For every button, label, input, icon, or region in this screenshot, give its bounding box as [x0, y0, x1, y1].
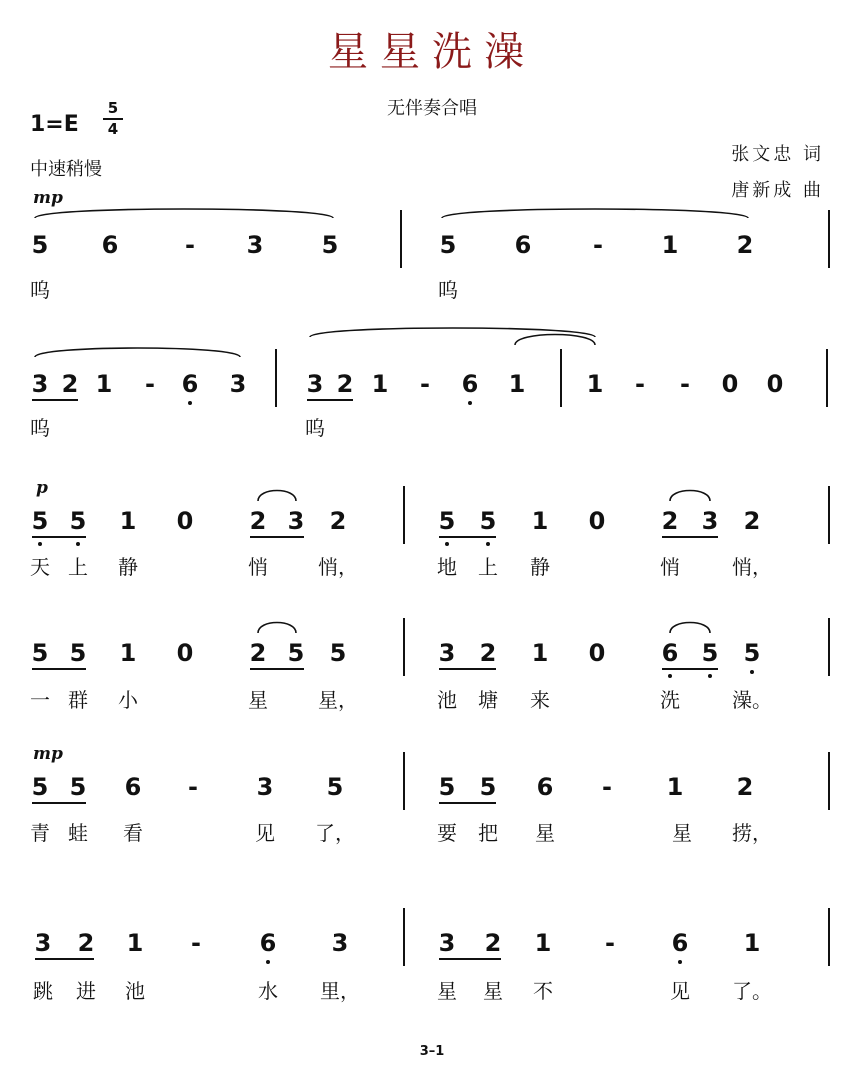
note-5-12: 2 [736, 773, 754, 801]
note-2-8: 2 [336, 370, 354, 398]
lyric-5-8: 星 [535, 821, 555, 845]
lyric-5-1: 青 [30, 821, 50, 845]
lyric-3-9: 悄 [660, 555, 680, 579]
time-signature-top: 5 [107, 99, 119, 117]
note-4-7: 5 [329, 639, 347, 667]
dynamic-mp-2: mp [33, 744, 63, 764]
note-6-11: 6 [671, 929, 689, 957]
note-5-4: - [188, 773, 198, 801]
note-6-7: 3 [438, 929, 456, 957]
lyric-6-7: 星 [483, 979, 503, 1003]
lyric-6-6: 星 [437, 979, 457, 1003]
note-4-8: 3 [438, 639, 456, 667]
note-1-3: - [185, 231, 195, 259]
lyric-6-1: 跳 [33, 979, 53, 1003]
note-2-17: 0 [766, 370, 784, 398]
note-3-3: 1 [119, 507, 137, 535]
lyric-6-2: 进 [76, 979, 96, 1003]
note-1-8: - [593, 231, 603, 259]
lyric-6-9: 见 [670, 979, 690, 1003]
note-1-2: 6 [101, 231, 119, 259]
note-5-11: 1 [666, 773, 684, 801]
lyric-4-2: 群 [68, 688, 88, 712]
lyric-5-7: 把 [478, 821, 498, 845]
note-5-7: 5 [438, 773, 456, 801]
note-4-11: 0 [588, 639, 606, 667]
note-4-14: 5 [743, 639, 761, 667]
lyric-6-8: 不 [533, 979, 553, 1003]
note-5-10: - [602, 773, 612, 801]
note-1-6: 5 [439, 231, 457, 259]
note-4-12: 6 [661, 639, 679, 667]
composer-credit: 唐新成 曲 [731, 180, 824, 201]
note-4-2: 5 [69, 639, 87, 667]
lyric-5-5: 了， [315, 821, 355, 845]
note-6-2: 2 [77, 929, 95, 957]
note-5-8: 5 [479, 773, 497, 801]
note-4-1: 5 [31, 639, 49, 667]
note-4-10: 1 [531, 639, 549, 667]
lyric-3-3: 静 [118, 555, 138, 579]
lyric-5-6: 要 [437, 821, 457, 845]
note-3-4: 0 [176, 507, 194, 535]
note-1-1: 5 [31, 231, 49, 259]
note-5-5: 3 [256, 773, 274, 801]
note-6-5: 6 [259, 929, 277, 957]
note-4-13: 5 [701, 639, 719, 667]
note-5-3: 6 [124, 773, 142, 801]
lyric-5-2: 蛙 [68, 821, 88, 845]
note-2-12: 1 [508, 370, 526, 398]
slur [258, 491, 296, 502]
lyric-4-8: 来 [530, 688, 550, 712]
tempo-marking: 中速稍慢 [30, 159, 102, 180]
note-2-1: 3 [31, 370, 49, 398]
note-2-14: - [635, 370, 645, 398]
lyric-4-7: 塘 [478, 688, 498, 712]
note-2-16: 0 [721, 370, 739, 398]
note-2-5: 6 [181, 370, 199, 398]
lyric-4-10: 澡。 [732, 688, 772, 712]
note-6-10: - [605, 929, 615, 957]
note-1-10: 2 [736, 231, 754, 259]
lyric-1-2: 呜 [438, 278, 458, 302]
note-2-9: 1 [371, 370, 389, 398]
lyric-4-3: 小 [118, 688, 138, 712]
lyric-2-2: 呜 [305, 416, 325, 440]
note-6-4: - [191, 929, 201, 957]
note-2-7: 3 [306, 370, 324, 398]
lyric-6-10: 了。 [732, 979, 772, 1003]
lyric-3-7: 上 [478, 555, 498, 579]
note-3-7: 2 [329, 507, 347, 535]
dynamic-mp-1: mp [33, 188, 63, 208]
note-6-12: 1 [743, 929, 761, 957]
note-2-6: 3 [229, 370, 247, 398]
lyric-1-1: 呜 [30, 278, 50, 302]
note-3-14: 2 [743, 507, 761, 535]
note-4-5: 2 [249, 639, 267, 667]
dynamic-p: p [36, 478, 48, 498]
note-3-8: 5 [438, 507, 456, 535]
note-4-4: 0 [176, 639, 194, 667]
lyric-3-1: 天 [30, 555, 50, 579]
note-6-1: 3 [34, 929, 52, 957]
slur [35, 348, 240, 357]
slur [258, 623, 296, 634]
slur [670, 491, 710, 502]
note-6-9: 1 [534, 929, 552, 957]
page-number: 3–1 [419, 1044, 445, 1059]
note-2-11: 6 [461, 370, 479, 398]
note-3-5: 2 [249, 507, 267, 535]
lyric-4-1: 一 [30, 688, 50, 712]
note-6-8: 2 [484, 929, 502, 957]
slur [442, 209, 748, 218]
note-4-6: 5 [287, 639, 305, 667]
lyric-6-4: 水 [258, 979, 278, 1003]
lyric-6-5: 里， [320, 979, 360, 1003]
lyric-2-1: 呜 [30, 416, 50, 440]
note-2-10: - [420, 370, 430, 398]
note-3-13: 3 [701, 507, 719, 535]
slur [35, 209, 333, 218]
lyric-4-4: 星 [248, 688, 268, 712]
note-1-5: 5 [321, 231, 339, 259]
note-3-6: 3 [287, 507, 305, 535]
time-signature-bottom: 4 [107, 120, 119, 139]
note-5-1: 5 [31, 773, 49, 801]
note-4-3: 1 [119, 639, 137, 667]
note-3-1: 5 [31, 507, 49, 535]
note-3-9: 5 [479, 507, 497, 535]
lyric-5-4: 见 [255, 821, 275, 845]
note-3-11: 0 [588, 507, 606, 535]
lyric-3-10: 悄， [732, 555, 772, 579]
lyricist-credit: 张文忠 词 [731, 144, 824, 165]
performance-note: 无伴奏合唱 [387, 98, 477, 119]
note-1-9: 1 [661, 231, 679, 259]
lyric-3-4: 悄 [248, 555, 268, 579]
note-1-4: 3 [246, 231, 264, 259]
song-title: 星星洗澡 [328, 29, 536, 75]
lyric-3-5: 悄， [318, 555, 358, 579]
note-2-15: - [680, 370, 690, 398]
lyric-5-9: 星 [672, 821, 692, 845]
lyric-4-5: 星， [318, 688, 358, 712]
note-3-2: 5 [69, 507, 87, 535]
note-2-2: 2 [61, 370, 79, 398]
lyric-5-3: 看 [123, 821, 143, 845]
note-5-6: 5 [326, 773, 344, 801]
note-5-2: 5 [69, 773, 87, 801]
lyric-3-8: 静 [530, 555, 550, 579]
note-5-9: 6 [536, 773, 554, 801]
lyric-3-6: 地 [437, 555, 457, 579]
lyric-5-10: 捞， [732, 821, 772, 845]
slur [670, 623, 710, 634]
note-6-3: 1 [126, 929, 144, 957]
note-2-4: - [145, 370, 155, 398]
lyric-6-3: 池 [125, 979, 145, 1003]
note-6-6: 3 [331, 929, 349, 957]
key-signature: 1=E [30, 112, 79, 137]
note-1-7: 6 [514, 231, 532, 259]
slur [310, 328, 595, 337]
lyric-4-9: 洗 [660, 688, 680, 712]
slur [515, 335, 595, 346]
lyric-4-6: 池 [437, 688, 457, 712]
note-3-10: 1 [531, 507, 549, 535]
note-3-12: 2 [661, 507, 679, 535]
note-2-13: 1 [586, 370, 604, 398]
note-2-3: 1 [95, 370, 113, 398]
note-4-9: 2 [479, 639, 497, 667]
lyric-3-2: 上 [68, 555, 88, 579]
